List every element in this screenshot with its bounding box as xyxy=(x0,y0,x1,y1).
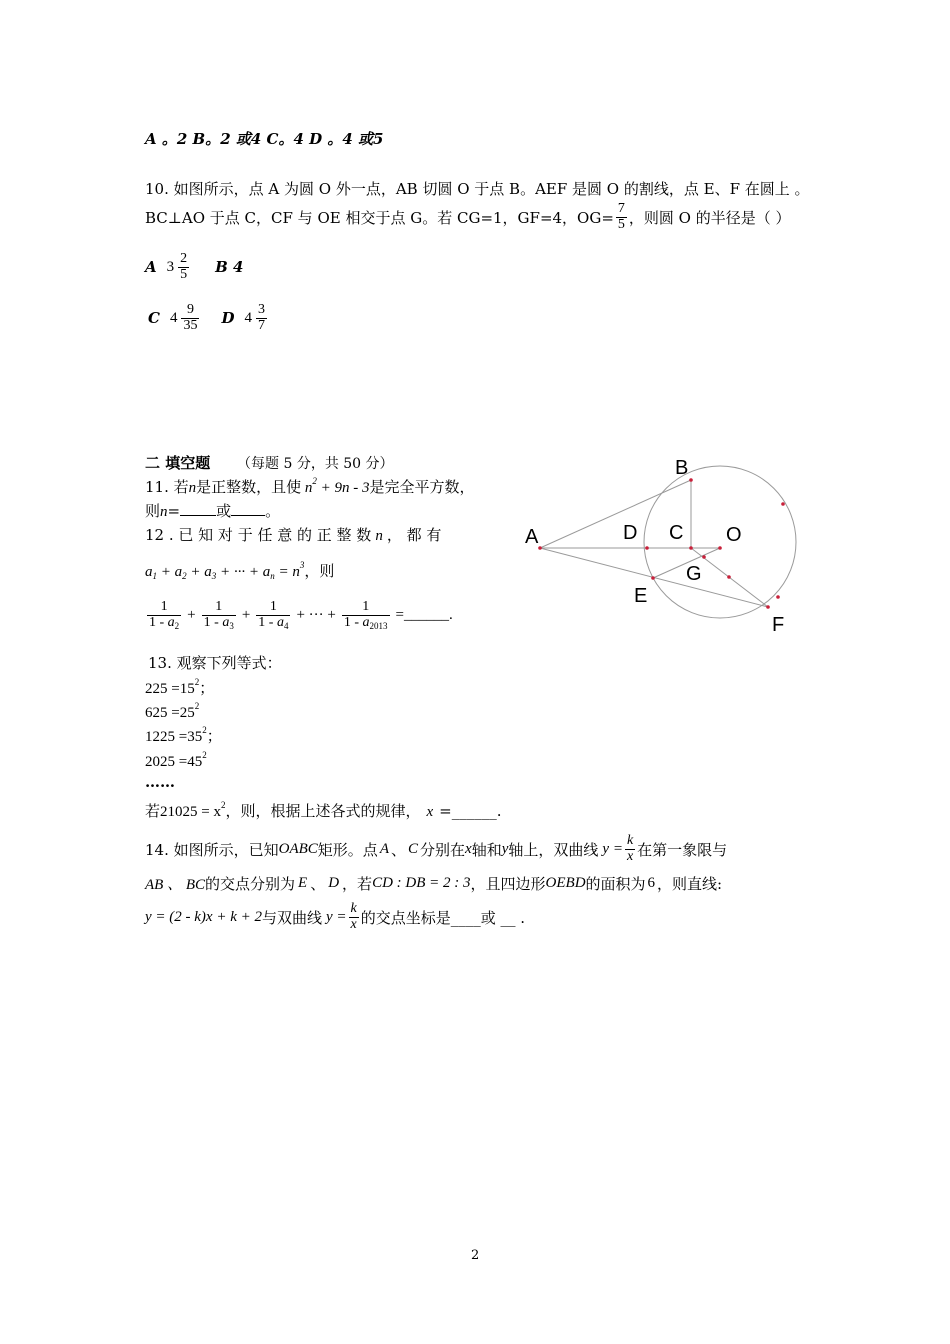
og-den: 5 xyxy=(617,216,625,232)
q14-line1 xyxy=(145,834,727,864)
option-a-value xyxy=(167,252,192,282)
q13-row: $625 =25^2$ xyxy=(145,701,200,721)
q14-point-c: C xyxy=(408,840,419,857)
section-note: （每题 5 分，共 50 分） xyxy=(237,456,394,472)
q14-hyperbola-lhs: y = xyxy=(602,840,623,857)
option-a-num: 2 xyxy=(180,251,188,266)
option-c-den: 35 xyxy=(183,317,198,333)
option-d-whole: 4 xyxy=(244,309,252,326)
point-g-dot xyxy=(702,555,706,559)
option-c-value xyxy=(170,303,202,333)
q10-line2 xyxy=(145,202,791,232)
q14-hyperbola-lhs2: y = xyxy=(326,908,347,925)
option-d-den: 7 xyxy=(257,317,265,333)
q14-k: k xyxy=(626,833,634,848)
q14-quad: OEBD xyxy=(545,875,586,891)
point-f-dot xyxy=(766,605,770,609)
og-fraction xyxy=(616,202,627,232)
q14-rect: OABC xyxy=(278,840,318,857)
circle-secant-diagram xyxy=(520,455,810,645)
label-a: A xyxy=(525,526,539,548)
q14-line2-d: ，且四边形 xyxy=(470,875,546,893)
q14-x-axis: x xyxy=(465,840,472,857)
q11-line2 xyxy=(145,500,280,521)
label-o: O xyxy=(726,524,742,546)
q14-line3 xyxy=(145,902,525,932)
page-number: 2 xyxy=(471,1248,480,1263)
q14-x2: x xyxy=(350,916,357,932)
label-g: G xyxy=(686,563,702,585)
q13-row: $2025 =45^2$ xyxy=(145,750,207,770)
label-f: F xyxy=(772,614,785,636)
q14-line2-f: ，则直线: xyxy=(657,875,723,893)
q10-line1: 10. 如图所示，点 A 为圆 O 外一点，AB 切圆 O 于点 B。AEF 是圆 O 的割线，点 E、F 在圆上 。 xyxy=(145,180,810,198)
q9-options: A 。2 B。2 或4 C。4 D 。4 或5 xyxy=(145,130,384,148)
og-num: 7 xyxy=(617,201,625,216)
label-b: B xyxy=(675,457,689,479)
q12-then: ，则 xyxy=(304,562,335,580)
q11-blank-2[interactable] xyxy=(231,515,265,516)
option-a-den: 5 xyxy=(180,266,188,282)
q14-x: x xyxy=(626,848,634,864)
q11-eq: = xyxy=(167,502,181,520)
q14-point-d: D xyxy=(328,875,340,891)
option-d-num: 3 xyxy=(257,302,265,317)
q14-f: 在第一象限与 xyxy=(637,840,728,859)
q12-post: ， 都 有 xyxy=(386,526,442,544)
q14-line2-e: 的面积为 xyxy=(585,875,646,893)
q11-line2-pre: 则 xyxy=(145,502,161,520)
point-c-dot xyxy=(689,546,693,550)
option-c-whole: 4 xyxy=(169,309,178,326)
circle-o xyxy=(644,466,796,618)
label-e: E xyxy=(634,585,648,607)
point-d-dot xyxy=(645,546,649,550)
point-a-dot xyxy=(538,546,542,550)
point-b-dot xyxy=(689,478,693,482)
q14-a: 14. 如图所示，已知 xyxy=(145,840,279,859)
q11-line1 xyxy=(145,476,475,497)
q14-sep: 、 xyxy=(390,840,406,859)
q11-blank-1[interactable] xyxy=(180,515,216,516)
point-e-dot xyxy=(651,576,655,580)
q14-line2-b: 的交点分别为 xyxy=(205,875,296,893)
q12-line1 xyxy=(145,524,441,545)
circle-dot xyxy=(781,502,785,506)
q14-b: 矩形。点 xyxy=(317,840,378,859)
section-title: 二 填空题 xyxy=(145,454,211,472)
q14-e: 轴上，双曲线 xyxy=(508,840,599,859)
q14-point-e: E xyxy=(298,875,308,891)
q13-blank[interactable]: =______. xyxy=(439,802,502,820)
q11-pre: 11. 若 xyxy=(145,478,189,496)
q11-or: 或 xyxy=(216,502,232,520)
q14-line2 xyxy=(145,873,722,894)
q10-option-row2 xyxy=(148,303,269,333)
q14-c: 分别在 xyxy=(420,840,466,859)
q14-point-a: A xyxy=(379,840,389,857)
q12-text: 12 . 已 知 对 于 任 意 的 正 整 数 xyxy=(145,526,372,544)
option-d-value xyxy=(244,303,269,333)
q13-if: 若 xyxy=(145,802,161,820)
q12-var-n: n xyxy=(375,528,383,544)
q13-var: x xyxy=(426,804,434,820)
q14-ratio: CD : DB = 2 : 3 xyxy=(372,875,471,891)
q14-line3-a: 与双曲线 xyxy=(261,908,322,927)
q11-var-n: n xyxy=(188,480,197,496)
q14-six: 6 xyxy=(647,875,656,891)
q13-mid: ，则，根据上述各式的规律， xyxy=(225,802,421,820)
q13-ellipsis: …… xyxy=(145,773,175,791)
q11-expression: $n^2 + 9n - 3$ xyxy=(301,476,370,496)
q14-k2: k xyxy=(350,901,357,916)
q12-fraction-sum: $\frac{1}{1 - a_2}$ + $\frac{1}{1 - a_3}$ + $\frac{1}{1 - a_4}$ + ··· + $\frac{1}{1 - a_{2013}}$ =______. xyxy=(149,599,453,631)
q13-row: $225 =15^2$； xyxy=(145,677,215,697)
q10-line2-pre: BC⊥AO 于点 C，CF 与 OE 相交于点 G。若 CG=1，GF=4，OG= xyxy=(145,208,614,227)
q14-sep2: 、 xyxy=(310,875,326,893)
q14-line-equation: y = (2 - k)x + k + 2 xyxy=(145,908,262,925)
circle-dot xyxy=(776,595,780,599)
label-d: D xyxy=(623,522,638,544)
q14-segments: AB 、 BC xyxy=(145,877,205,893)
q13-equation: 21025 = x xyxy=(160,804,221,820)
option-a-label: A xyxy=(145,258,157,277)
q10-option-row1 xyxy=(145,252,243,282)
option-c-num: 9 xyxy=(181,303,199,319)
q12-blank[interactable]: =______. xyxy=(395,607,453,624)
circle-dot xyxy=(727,575,731,579)
q14-d: 轴和 xyxy=(471,840,502,859)
q11-end: 。 xyxy=(265,502,281,520)
section-heading xyxy=(145,452,394,473)
option-a-whole: 3 xyxy=(166,258,175,275)
q11-mid: 是正整数，且使 xyxy=(196,478,302,496)
q13-title: 13. 观察下列等式： xyxy=(148,654,282,672)
option-c-label: C xyxy=(148,309,160,328)
point-o-dot xyxy=(718,546,722,550)
q12-sum: $a_1 + a_2 + a_3$ + ··· + $a_n = n^3$，则 xyxy=(145,560,335,581)
option-d-label: D xyxy=(221,309,235,328)
option-b: B 4 xyxy=(215,258,244,277)
q13-last-line: 若$21025 = x^2$，则，根据上述各式的规律， x =______. xyxy=(145,800,502,820)
q14-line3-b: 的交点坐标是____或 __ . xyxy=(360,908,526,927)
q14-line2-c: ，若 xyxy=(342,875,373,893)
q11-post: 是完全平方数， xyxy=(369,478,475,496)
q13-row: $1225 =35^2$； xyxy=(145,725,222,745)
q11-var-n2: n xyxy=(160,504,168,520)
q10-line2-post: ，则圆 O 的半径是（ ） xyxy=(628,208,791,227)
label-c: C xyxy=(669,522,684,544)
q14-y-axis: y xyxy=(501,840,509,857)
